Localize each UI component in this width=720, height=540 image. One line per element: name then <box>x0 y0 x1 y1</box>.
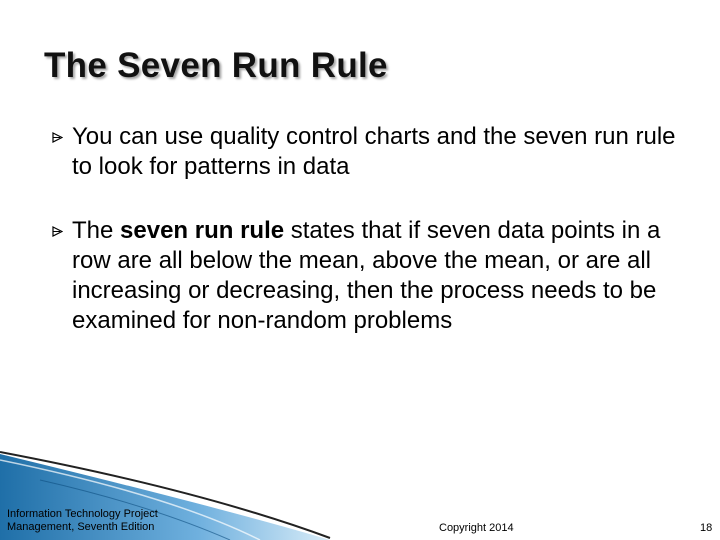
bullet-list <box>52 122 692 370</box>
bullet-item <box>52 216 692 336</box>
bullet-text-continued: states that if seven data points in a row are all below the mean, above the mean, or are all increasing or decreasing, then the process needs to be examined for non-random problems <box>72 217 661 334</box>
bullet-marker-icon <box>52 226 63 237</box>
bullet-text: You can use quality control charts and the seven run rule to look for patterns in data <box>72 123 676 180</box>
footer-book-title <box>7 508 197 534</box>
slide-page-number: 18 <box>700 522 713 534</box>
footer-copyright: Copyright 2014 <box>439 522 514 534</box>
footer-book-title-line2: Management, Seventh Edition <box>7 521 155 533</box>
slide-title: The Seven Run Rule <box>44 46 388 85</box>
bullet-marker-icon <box>52 132 63 143</box>
bullet-text: The <box>72 217 121 244</box>
footer-book-title-line1: Information Technology Project <box>7 508 158 520</box>
bullet-bold-term: seven run rule <box>120 217 285 244</box>
bullet-item <box>52 122 692 182</box>
